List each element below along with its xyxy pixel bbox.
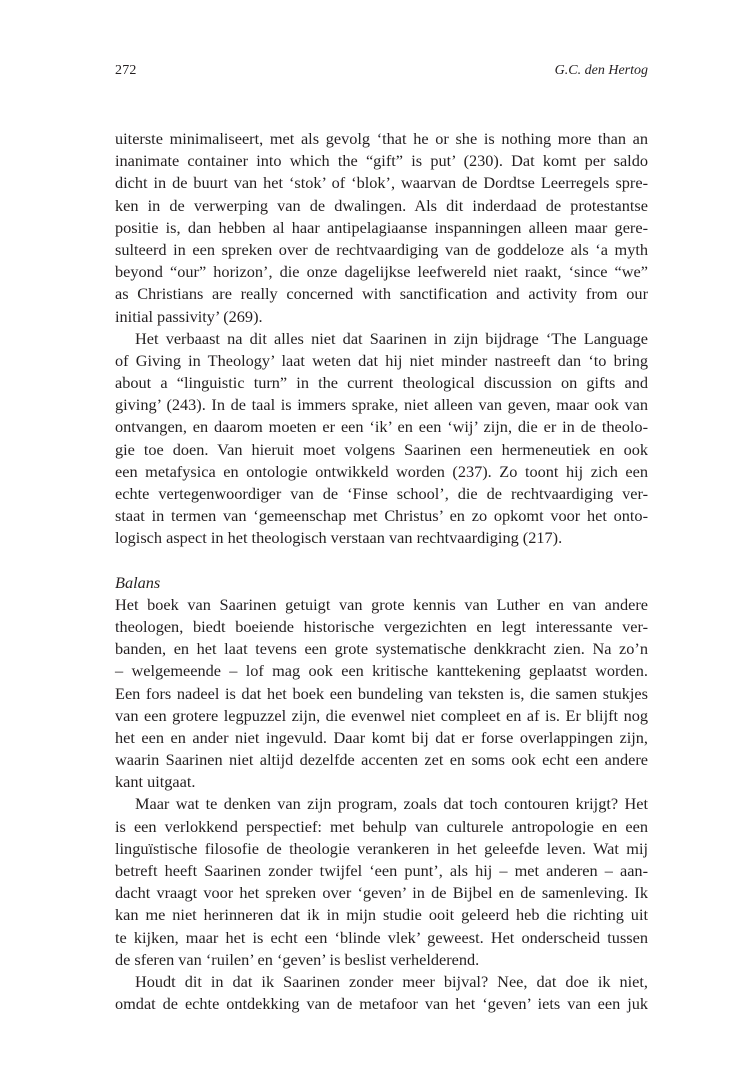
text-line: waarin Saarinen niet altijd dezelfde accenten zet en soms ook echt een andere — [115, 750, 648, 770]
paragraph-1 — [115, 128, 648, 328]
text-line: het een en ander niet ingevuld. Daar komt bij dat er forse overlappingen zijn, — [115, 727, 648, 747]
text-line: Maar wat te denken van zijn program, zoals dat toch contouren krijgt? Het — [135, 794, 648, 814]
text-line: as Christians are really concerned with sanctification and activity from our — [115, 284, 648, 304]
text-line: betreft heeft Saarinen zonder twijfel ‘een punt’, als hij – met anderen – aan- — [115, 861, 648, 880]
text-line: omdat de echte ontdekking van de metafoor van het ‘geven’ iets van een juk — [115, 994, 648, 1014]
text-line: positie is, dan hebben al haar antipelagiaanse inspanningen alleen maar gere- — [115, 217, 648, 237]
text-line: gie toe doen. Van hieruit moet volgens Saarinen een hermeneutiek en ook — [115, 439, 648, 459]
text-line: Een fors nadeel is dat het boek een bundeling van teksten is, die samen stukjes — [115, 683, 648, 703]
section-heading: Balans — [115, 572, 161, 592]
text-line: linguïstische filosofie de theologie verankeren in het geleefde leven. Wat mij — [115, 838, 648, 858]
running-head-author: G.C. den Hertog — [554, 63, 648, 78]
text-line: van een grotere legpuzzel zijn, die evenwel niet compleet en af is. Er blijft nog — [115, 705, 648, 725]
page-number: 272 — [115, 63, 137, 78]
paragraph-3 — [115, 594, 648, 794]
text-line: ken in de verwerping van de dwalingen. Als dit inderdaad de protestantse — [115, 195, 648, 215]
text-line: te kijken, maar het is echt een ‘blinde vlek’ geweest. Het onderscheid tussen — [115, 927, 648, 947]
page-header — [115, 63, 648, 83]
paragraph-5 — [115, 971, 648, 1015]
text-line: dacht vraagt voor het spreken over ‘geven’ in de Bijbel en de samenleving. Ik — [115, 883, 648, 903]
text-line: sulteerd in een spreken over de rechtvaardiging van de goddeloze als ‘a myth — [115, 239, 648, 259]
text-line: inanimate container into which the “gift” is put’ (230). Dat komt per saldo — [115, 151, 648, 171]
text-line: about a “linguistic turn” in the current theological discussion on gifts and — [115, 373, 648, 393]
text-line: beyond “our” horizon’, die onze dagelijkse leefwereld niet raakt, ‘since “we” — [115, 262, 648, 282]
text-line: initial passivity’ (269). — [115, 306, 263, 326]
text-line: Het verbaast na dit alles niet dat Saarinen in zijn bijdrage ‘The Language — [135, 328, 648, 348]
text-line: Het boek van Saarinen getuigt van grote kennis van Luther en van andere — [115, 594, 648, 614]
text-line: staat in termen van ‘gemeenschap met Christus’ en zo opkomt voor het onto- — [115, 506, 648, 526]
paragraph-4 — [115, 793, 648, 971]
text-line: ontvangen, en daarom moeten er een ‘ik’ en een ‘wij’ zijn, die er in de theolo- — [115, 417, 648, 437]
text-line: banden, en het laat tevens een grote systematische denkkracht zien. Na zo’n — [115, 639, 648, 659]
text-line: echte vertegenwoordiger van de ‘Finse school’, die de rechtvaardiging ver- — [115, 484, 648, 503]
text-line: Houdt dit in dat ik Saarinen zonder meer bijval? Nee, dat doe ik niet, — [135, 971, 648, 991]
text-line: is een verlokkend perspectief: met behulp van culturele antropologie en een — [115, 816, 648, 836]
text-line: een metafysica en ontologie ontwikkeld worden (237). Zo toont hij zich een — [115, 461, 648, 481]
body-text — [115, 128, 648, 1015]
paragraph-2 — [115, 328, 648, 550]
text-line: logisch aspect in het theologisch verstaan van rechtvaardiging (217). — [115, 528, 563, 548]
text-line: uiterste minimaliseert, met als gevolg ‘that he or she is nothing more than an — [115, 129, 648, 148]
text-line: de sferen van ‘ruilen’ en ‘geven’ is beslist verhelderend. — [115, 949, 480, 969]
text-line: giving’ (243). In de taal is immers sprake, niet alleen van geven, maar ook van — [115, 395, 648, 415]
text-line: dicht in de buurt van het ‘stok’ of ‘blok’, waarvan de Dordtse Leerregels spre- — [115, 173, 648, 193]
text-line: of Giving in Theology’ laat weten dat hij niet minder nastreeft dan ‘to bring — [115, 350, 648, 370]
text-line: – welgemeende – lof mag ook een kritische kanttekening geplaatst worden. — [115, 661, 648, 681]
text-line: kan me niet herinneren dat ik in mijn studie ooit geleerd heb die richting uit — [115, 905, 648, 925]
text-line: kant uitgaat. — [115, 772, 196, 792]
text-line: theologen, biedt boeiende historische vergezichten en legt interessante ver- — [115, 616, 648, 636]
